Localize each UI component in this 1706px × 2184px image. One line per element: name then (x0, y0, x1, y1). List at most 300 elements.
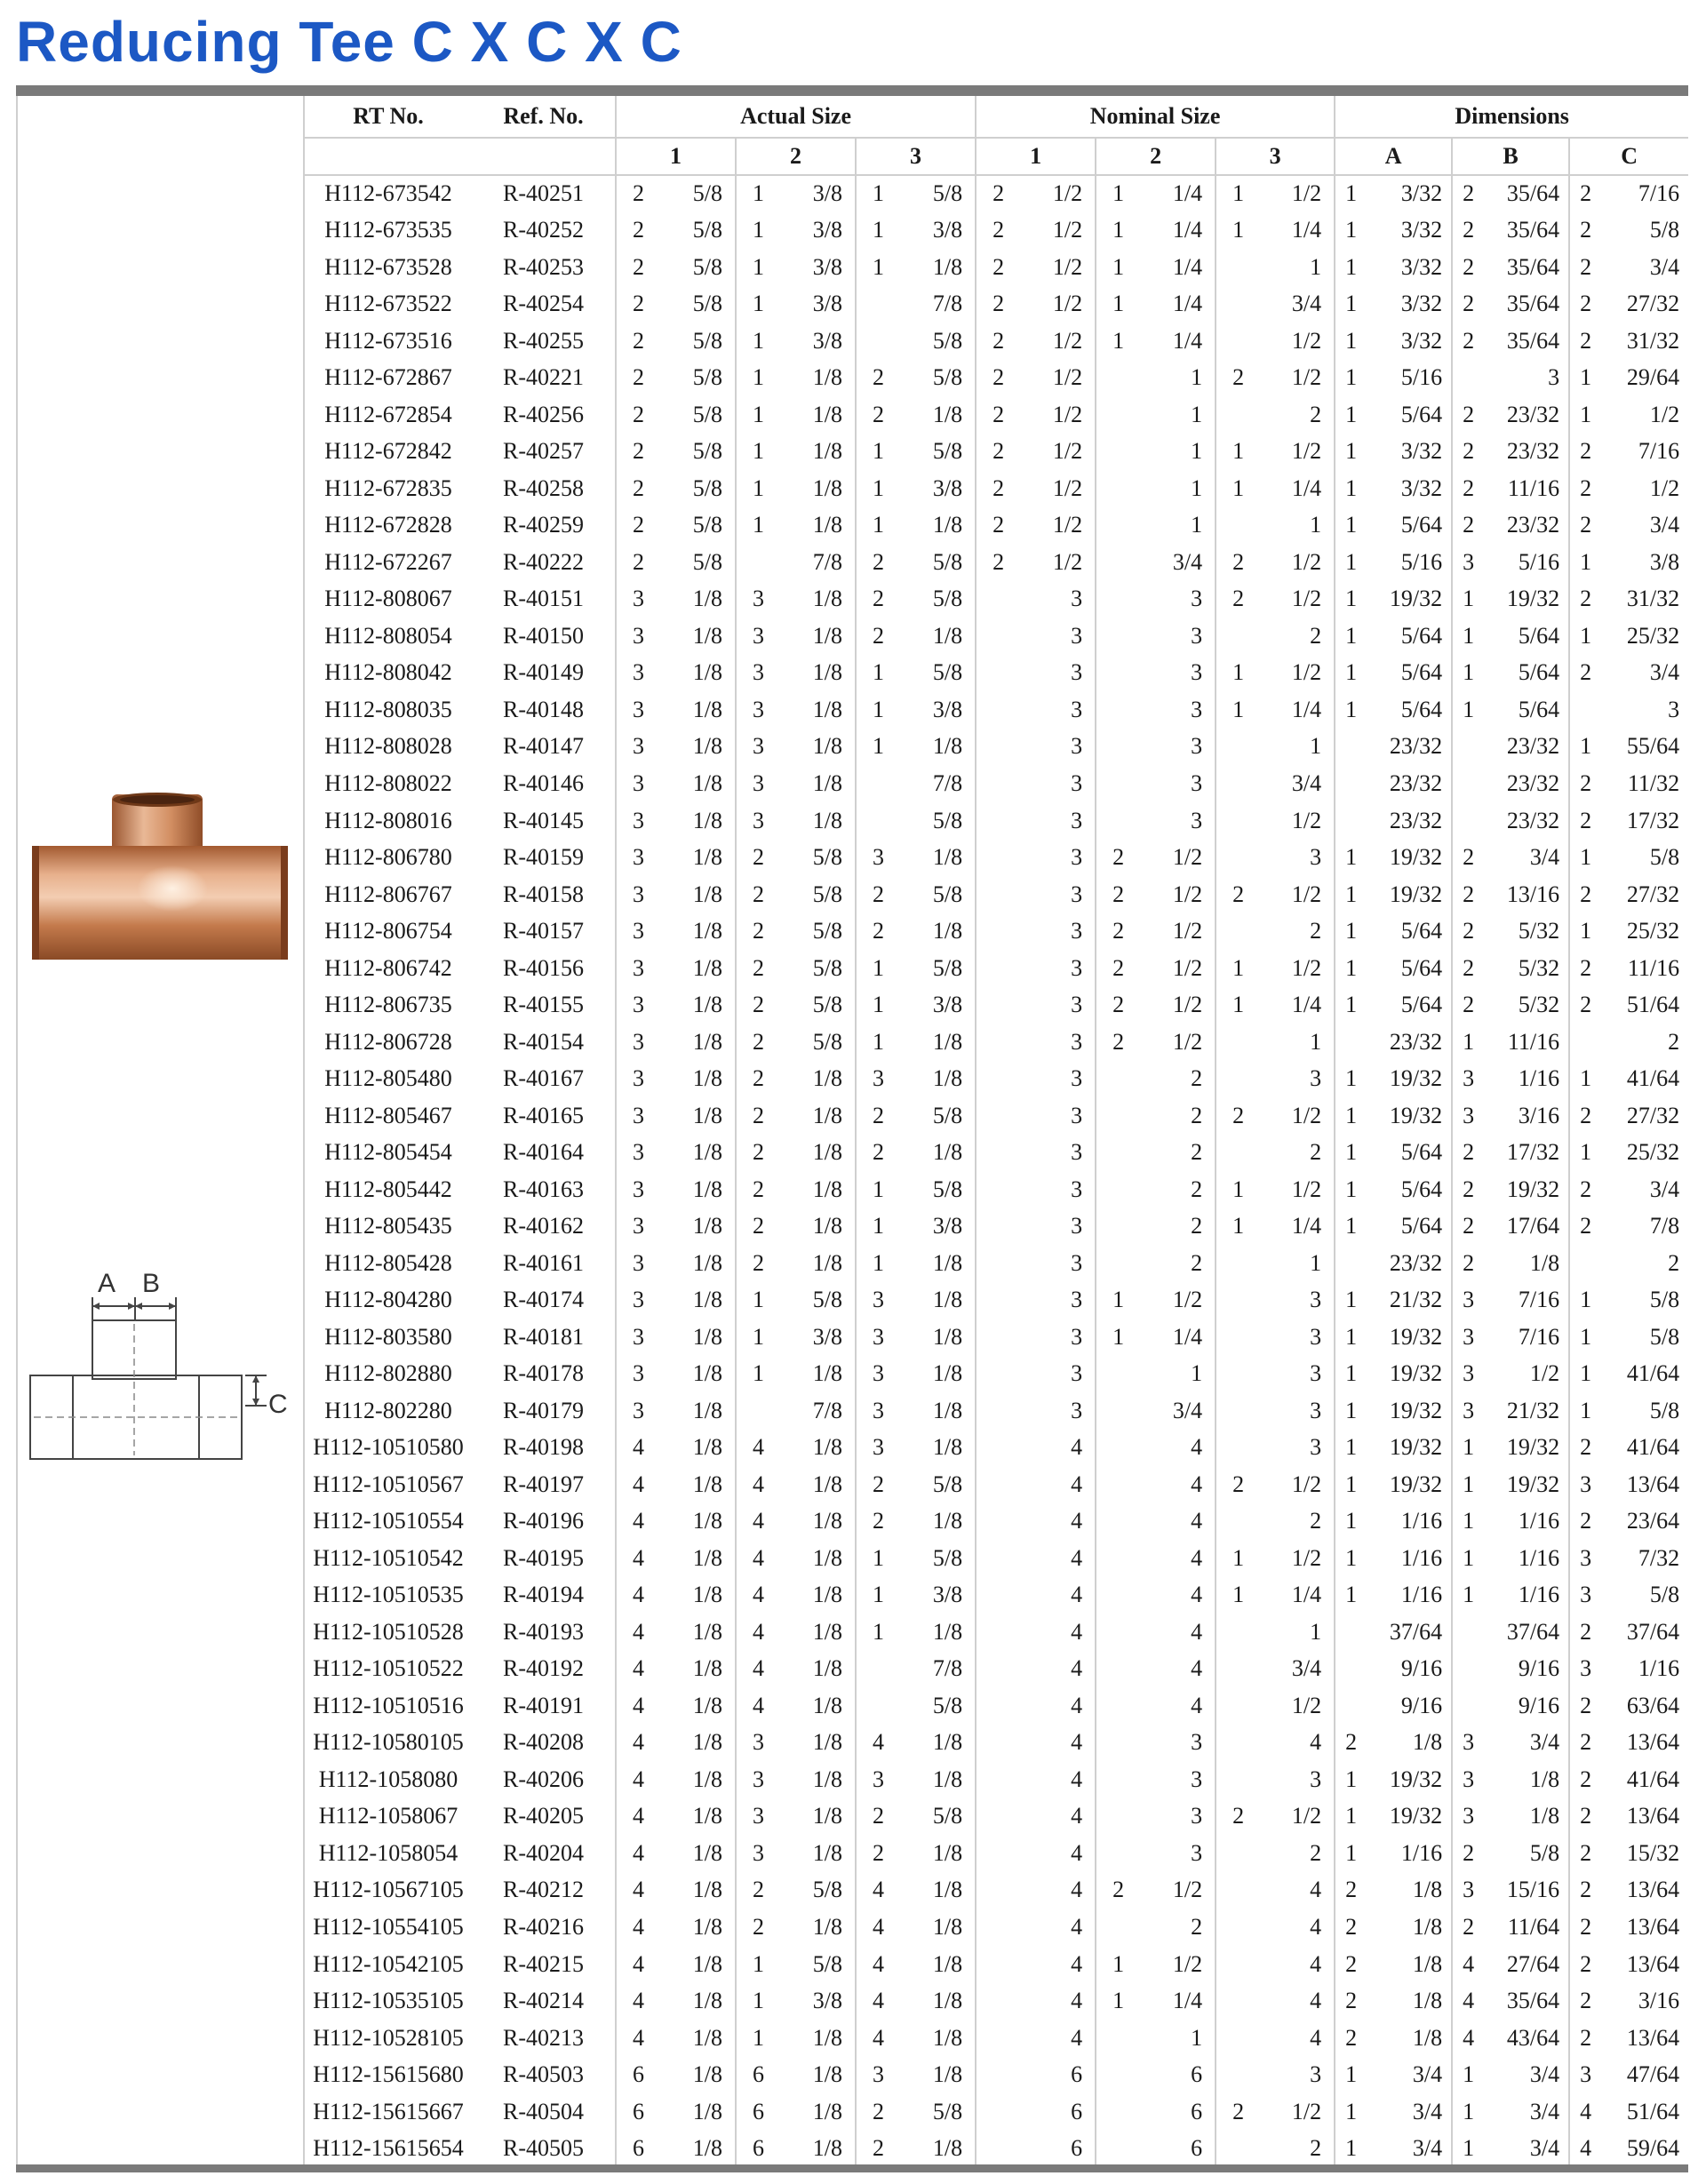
cell-dim-b-whole: 3 (1452, 1060, 1484, 1097)
cell-dim-b-whole: 3 (1452, 1798, 1484, 1836)
cell-actual-1-fraction: 1/8 (692, 1950, 722, 1977)
cell-nominal-3-whole (1216, 1430, 1260, 1467)
cell-dim-c-whole: 2 (1569, 655, 1601, 692)
cell-dim-b-fraction: 17/32 (1506, 1139, 1560, 1166)
cell-dim-b-fraction: 3/16 (1518, 1102, 1560, 1128)
cell-nominal-1-whole: 2 (976, 434, 1020, 471)
cell-actual-1-fraction: 1/8 (692, 696, 722, 722)
cell-dim-b-whole: 2 (1452, 1835, 1484, 1872)
cell-ref-no: R-40162 (503, 1213, 584, 1239)
cell-dim-a-whole: 1 (1335, 2056, 1367, 2093)
cell-dim-a-fraction: 5/64 (1400, 512, 1443, 538)
table-row (305, 802, 1688, 840)
cell-actual-3-whole: 2 (856, 1798, 900, 1836)
cell-actual-2-whole: 4 (736, 1466, 780, 1503)
cell-rt-no: H112-673516 (324, 327, 452, 354)
cell-actual-2-fraction: 1/8 (812, 1102, 842, 1128)
cell-actual-2-fraction: 1/8 (812, 2024, 842, 2051)
cell-nominal-3-fraction: 3 (1310, 1323, 1322, 1350)
table-row (305, 1430, 1688, 1467)
cell-actual-1-whole: 3 (616, 1171, 660, 1208)
cell-ref-no: R-40195 (503, 1544, 584, 1571)
cell-dim-b-fraction: 3/4 (1529, 844, 1560, 871)
cell-dim-c-fraction: 1/16 (1638, 1655, 1680, 1682)
cell-nominal-3-whole (1216, 1761, 1260, 1798)
cell-nominal-2-fraction: 3 (1191, 1729, 1203, 1756)
table-row (305, 1909, 1688, 1946)
cell-nominal-1-whole (976, 986, 1020, 1024)
cell-ref-no: R-40505 (503, 2135, 584, 2162)
illustration-column (16, 96, 305, 2164)
cell-actual-3-whole (856, 323, 900, 360)
cell-nominal-2-whole (1096, 2093, 1140, 2131)
cell-nominal-2-whole: 1 (1096, 249, 1140, 286)
cell-dim-c-fraction: 5/8 (1649, 1582, 1680, 1608)
cell-nominal-3-whole (1216, 1245, 1260, 1282)
cell-dim-c-fraction: 55/64 (1626, 733, 1680, 760)
cell-ref-no: R-40208 (503, 1729, 584, 1756)
cell-nominal-1-fraction: 3 (1071, 659, 1083, 686)
cell-nominal-2-whole (1096, 1577, 1140, 1614)
cell-actual-2-fraction: 1/8 (812, 1618, 842, 1645)
cell-actual-2-whole: 1 (736, 396, 780, 434)
table-row (305, 839, 1688, 876)
cell-dim-c-whole: 1 (1569, 1356, 1601, 1393)
cell-dim-a-fraction: 3/32 (1400, 217, 1443, 243)
cell-actual-2-whole: 1 (736, 1982, 780, 2020)
cell-rt-no: H112-672828 (324, 512, 452, 538)
cell-actual-3-whole: 1 (856, 986, 900, 1024)
cell-dim-c-fraction: 7/16 (1638, 438, 1680, 465)
cell-nominal-1-whole (976, 691, 1020, 729)
cell-dim-a-whole: 1 (1335, 1761, 1367, 1798)
cell-rt-no: H112-806742 (324, 954, 452, 981)
cell-rt-no: H112-803580 (324, 1323, 452, 1350)
cell-dim-a-fraction: 3/4 (1412, 2098, 1443, 2124)
cell-actual-1-whole: 4 (616, 1687, 660, 1725)
cell-actual-3-fraction: 3/8 (932, 217, 963, 243)
cell-actual-2-fraction: 5/8 (812, 954, 842, 981)
cell-actual-3-whole: 2 (856, 1503, 900, 1541)
cell-actual-1-fraction: 1/8 (692, 1139, 722, 1166)
cell-nominal-3-fraction: 4 (1310, 2024, 1322, 2051)
cell-dim-a-fraction: 5/64 (1400, 696, 1443, 722)
cell-dim-a-whole: 2 (1335, 1909, 1367, 1946)
cell-actual-2-whole: 1 (736, 434, 780, 471)
cell-actual-3-whole: 1 (856, 1540, 900, 1577)
cell-actual-1-fraction: 1/8 (692, 807, 722, 833)
cell-nominal-1-whole: 2 (976, 175, 1020, 212)
cell-actual-2-fraction: 7/8 (812, 1397, 842, 1423)
cell-dim-b-fraction: 21/32 (1506, 1397, 1560, 1423)
cell-nominal-2-whole (1096, 360, 1140, 397)
cell-nominal-2-fraction: 1/4 (1172, 180, 1203, 207)
cell-actual-2-whole: 1 (736, 360, 780, 397)
cell-nominal-1-whole (976, 1798, 1020, 1836)
cell-dim-b-fraction: 23/32 (1506, 770, 1560, 796)
cell-nominal-3-whole: 1 (1216, 434, 1260, 471)
cell-actual-2-fraction: 1/8 (812, 1544, 842, 1571)
cell-dim-b-fraction: 7/16 (1518, 1287, 1560, 1313)
cell-dim-a-whole: 1 (1335, 1171, 1367, 1208)
cell-actual-2-fraction: 1/8 (812, 586, 842, 612)
cell-actual-2-fraction: 7/8 (812, 548, 842, 575)
cell-dim-c-fraction: 13/64 (1626, 1471, 1680, 1497)
cell-dim-a-fraction: 3/4 (1412, 2135, 1443, 2162)
cell-dim-c-fraction: 23/64 (1626, 1508, 1680, 1534)
cell-dim-a-whole: 1 (1335, 1134, 1367, 1171)
cell-nominal-2-whole: 1 (1096, 1946, 1140, 1983)
cell-actual-2-whole: 4 (736, 1503, 780, 1541)
table-row (305, 396, 1688, 434)
header-actual-size: Actual Size (616, 96, 976, 138)
cell-actual-1-whole: 3 (616, 1245, 660, 1282)
cell-nominal-1-whole (976, 1982, 1020, 2020)
cell-ref-no: R-40167 (503, 1065, 584, 1092)
cell-nominal-1-fraction: 4 (1071, 1803, 1083, 1829)
cell-actual-2-fraction: 3/8 (812, 253, 842, 280)
cell-dim-a-whole (1335, 1687, 1367, 1725)
cell-nominal-2-fraction: 3 (1191, 807, 1203, 833)
cell-nominal-1-fraction: 4 (1071, 1471, 1083, 1497)
cell-actual-3-fraction: 7/8 (932, 291, 963, 317)
table-row (305, 360, 1688, 397)
cell-dim-c-whole: 2 (1569, 1798, 1601, 1836)
cell-nominal-1-fraction: 3 (1071, 1287, 1083, 1313)
cell-ref-no: R-40214 (503, 1988, 584, 2014)
cell-nominal-1-whole (976, 876, 1020, 913)
cell-dim-c-whole: 2 (1569, 1761, 1601, 1798)
cell-rt-no: H112-10510580 (313, 1434, 464, 1461)
cell-actual-1-fraction: 1/8 (692, 992, 722, 1018)
cell-dim-a-whole: 1 (1335, 1097, 1367, 1135)
cell-actual-1-fraction: 5/8 (692, 291, 722, 317)
cell-actual-1-whole: 3 (616, 1392, 660, 1430)
cell-actual-1-fraction: 1/8 (692, 1582, 722, 1608)
cell-nominal-1-fraction: 4 (1071, 1508, 1083, 1534)
cell-actual-1-whole: 4 (616, 1651, 660, 1688)
cell-dim-c-fraction: 2 (1668, 1028, 1680, 1055)
cell-nominal-3-fraction: 1/4 (1291, 992, 1322, 1018)
cell-rt-no: H112-10510528 (313, 1618, 464, 1645)
table-row (305, 691, 1688, 729)
cell-nominal-2-whole (1096, 1835, 1140, 1872)
cell-nominal-3-whole (1216, 1982, 1260, 2020)
cell-dim-b-whole: 4 (1452, 1982, 1484, 2020)
cell-dim-a-fraction: 5/64 (1400, 1139, 1443, 1166)
cell-actual-2-whole: 3 (736, 1761, 780, 1798)
cell-nominal-2-fraction: 1/2 (1172, 1877, 1203, 1903)
cell-dim-a-whole: 1 (1335, 507, 1367, 545)
cell-dim-a-fraction: 5/64 (1400, 992, 1443, 1018)
cell-actual-1-fraction: 1/8 (692, 1508, 722, 1534)
cell-nominal-1-fraction: 6 (1071, 2061, 1083, 2088)
cell-actual-1-fraction: 1/8 (692, 1988, 722, 2014)
cell-dim-a-fraction: 5/16 (1400, 364, 1443, 391)
table-row (305, 249, 1688, 286)
cell-actual-2-fraction: 5/8 (812, 844, 842, 871)
cell-actual-1-fraction: 1/8 (692, 2135, 722, 2162)
cell-nominal-2-fraction: 2 (1191, 1176, 1203, 1202)
cell-dim-b-whole: 1 (1452, 581, 1484, 618)
cell-nominal-1-whole (976, 2020, 1020, 2057)
cell-actual-2-whole: 6 (736, 2056, 780, 2093)
cell-dim-c-whole: 1 (1569, 1319, 1601, 1356)
cell-dim-a-whole (1335, 765, 1367, 802)
cell-nominal-2-whole (1096, 1245, 1140, 1282)
cell-nominal-3-whole (1216, 1134, 1260, 1171)
cell-rt-no: H112-808022 (324, 770, 452, 796)
cell-actual-3-whole: 1 (856, 175, 900, 212)
cell-actual-2-fraction: 1/8 (812, 512, 842, 538)
cell-actual-1-whole: 2 (616, 323, 660, 360)
cell-dim-b-fraction: 11/64 (1507, 1913, 1560, 1940)
cell-nominal-2-fraction: 1/2 (1172, 844, 1203, 871)
cell-nominal-2-fraction: 1/4 (1172, 1323, 1203, 1350)
cell-nominal-2-whole (1096, 2056, 1140, 2093)
cell-actual-2-fraction: 1/8 (812, 1839, 842, 1866)
cell-rt-no: H112-806780 (324, 844, 452, 871)
cell-dim-a-fraction: 19/32 (1389, 881, 1443, 907)
cell-actual-3-fraction: 1/8 (932, 1065, 963, 1092)
cell-nominal-3-fraction: 1/2 (1291, 807, 1322, 833)
cell-actual-2-fraction: 1/8 (812, 2098, 842, 2124)
cell-nominal-2-fraction: 2 (1191, 1213, 1203, 1239)
cell-dim-b-fraction: 5/32 (1518, 954, 1560, 981)
cell-nominal-1-whole (976, 729, 1020, 766)
cell-dim-b-whole: 2 (1452, 175, 1484, 212)
cell-actual-1-fraction: 1/8 (692, 1028, 722, 1055)
cell-dim-b-fraction: 37/64 (1506, 1618, 1560, 1645)
cell-dim-a-fraction: 1/16 (1400, 1839, 1443, 1866)
cell-nominal-2-whole (1096, 765, 1140, 802)
cell-dim-a-whole: 2 (1335, 1946, 1367, 1983)
cell-nominal-3-fraction: 1/2 (1291, 954, 1322, 981)
cell-actual-3-whole: 2 (856, 2093, 900, 2131)
cell-nominal-2-fraction: 4 (1191, 1508, 1203, 1534)
cell-nominal-1-fraction: 1/2 (1052, 401, 1083, 427)
cell-actual-1-fraction: 1/8 (692, 1803, 722, 1829)
cell-actual-2-whole: 4 (736, 1651, 780, 1688)
cell-nominal-3-fraction: 3 (1310, 2061, 1322, 2088)
cell-dim-a-whole: 1 (1335, 1281, 1367, 1319)
cell-actual-2-fraction: 1/8 (812, 1803, 842, 1829)
cell-nominal-2-whole (1096, 1060, 1140, 1097)
header-nominal-size: Nominal Size (976, 96, 1335, 138)
cell-dim-a-whole (1335, 1614, 1367, 1651)
cell-dim-a-whole: 1 (1335, 360, 1367, 397)
cell-actual-1-whole: 4 (616, 1503, 660, 1541)
cell-nominal-1-whole (976, 1430, 1020, 1467)
cell-actual-3-fraction: 7/8 (932, 1655, 963, 1682)
cell-nominal-1-whole (976, 1761, 1020, 1798)
cell-actual-2-fraction: 1/8 (812, 401, 842, 427)
table-row (305, 876, 1688, 913)
table-row (305, 1060, 1688, 1097)
cell-actual-2-whole: 2 (736, 1134, 780, 1171)
cell-nominal-3-whole (1216, 286, 1260, 323)
cell-actual-2-whole: 3 (736, 655, 780, 692)
cell-actual-2-fraction: 1/8 (812, 1692, 842, 1718)
cell-actual-3-whole: 2 (856, 360, 900, 397)
cell-dim-c-whole: 1 (1569, 360, 1601, 397)
cell-actual-3-fraction: 5/8 (932, 1692, 963, 1718)
cell-nominal-1-whole (976, 1577, 1020, 1614)
cell-actual-2-whole: 3 (736, 581, 780, 618)
cell-actual-2-whole (736, 1392, 780, 1430)
cell-actual-1-whole: 6 (616, 2093, 660, 2131)
cell-nominal-1-fraction: 3 (1071, 1102, 1083, 1128)
cell-dim-a-whole: 1 (1335, 1392, 1367, 1430)
cell-actual-1-whole: 3 (616, 1208, 660, 1245)
cell-dim-c-whole (1569, 1245, 1601, 1282)
cell-nominal-3-whole (1216, 802, 1260, 840)
cell-actual-1-fraction: 1/8 (692, 659, 722, 686)
cell-actual-2-whole: 2 (736, 876, 780, 913)
cell-dim-b-whole: 3 (1452, 1872, 1484, 1909)
cell-dim-a-whole: 1 (1335, 950, 1367, 987)
cell-dim-b-fraction: 1/8 (1529, 1803, 1560, 1829)
cell-ref-no: R-40197 (503, 1471, 584, 1497)
cell-nominal-3-fraction: 1/2 (1291, 1102, 1322, 1128)
cell-dim-a-whole: 2 (1335, 2020, 1367, 2057)
cell-actual-3-whole: 2 (856, 544, 900, 581)
cell-dim-b-whole: 2 (1452, 396, 1484, 434)
cell-nominal-3-fraction: 2 (1310, 401, 1322, 427)
cell-dim-a-whole: 1 (1335, 1208, 1367, 1245)
cell-actual-3-fraction: 1/8 (932, 1913, 963, 1940)
cell-actual-1-fraction: 1/8 (692, 1397, 722, 1423)
cell-nominal-2-whole (1096, 507, 1140, 545)
cell-dim-c-fraction: 31/32 (1626, 327, 1680, 354)
cell-nominal-3-whole: 1 (1216, 1208, 1260, 1245)
cell-actual-2-whole: 3 (736, 1725, 780, 1762)
cell-nominal-1-fraction: 1/2 (1052, 438, 1083, 465)
cell-nominal-2-whole (1096, 1798, 1140, 1836)
cell-nominal-1-fraction: 4 (1071, 1839, 1083, 1866)
cell-dim-a-whole: 1 (1335, 2093, 1367, 2131)
cell-dim-a-fraction: 1/16 (1400, 1508, 1443, 1534)
cell-dim-b-fraction: 35/64 (1506, 253, 1560, 280)
cell-nominal-1-whole (976, 581, 1020, 618)
cell-nominal-2-fraction: 3 (1191, 1839, 1203, 1866)
cell-ref-no: R-40206 (503, 1766, 584, 1792)
cell-nominal-3-whole (1216, 1651, 1260, 1688)
cell-dim-a-fraction: 23/32 (1389, 1028, 1443, 1055)
cell-dim-c-whole: 4 (1569, 2130, 1601, 2167)
cell-actual-1-fraction: 1/8 (692, 1913, 722, 1940)
cell-ref-no: R-40222 (503, 548, 584, 575)
cell-nominal-2-whole (1096, 1430, 1140, 1467)
cell-actual-3-fraction: 1/8 (932, 1360, 963, 1387)
cell-actual-2-fraction: 3/8 (812, 291, 842, 317)
cell-nominal-2-fraction: 1/4 (1172, 291, 1203, 317)
cell-nominal-3-fraction: 4 (1310, 1988, 1322, 2014)
cell-actual-2-whole: 2 (736, 913, 780, 950)
cell-nominal-3-whole (1216, 1835, 1260, 1872)
cell-dim-c-whole: 2 (1569, 1725, 1601, 1762)
cell-actual-3-fraction: 3/8 (932, 1582, 963, 1608)
cell-rt-no: H112-10580105 (313, 1729, 464, 1756)
table-row (305, 1982, 1688, 2020)
cell-nominal-2-fraction: 2 (1191, 1065, 1203, 1092)
cell-dim-c-whole: 2 (1569, 470, 1601, 507)
cell-actual-1-whole: 4 (616, 1872, 660, 1909)
cell-dim-b-whole: 3 (1452, 544, 1484, 581)
cell-dim-c-fraction: 25/32 (1626, 622, 1680, 649)
cell-actual-2-fraction: 3/8 (812, 180, 842, 207)
cell-dim-a-whole: 1 (1335, 212, 1367, 250)
cell-dim-a-fraction: 3/32 (1400, 291, 1443, 317)
cell-dim-c-whole: 2 (1569, 765, 1601, 802)
cell-actual-2-fraction: 1/8 (812, 1139, 842, 1166)
cell-nominal-1-fraction: 3 (1071, 807, 1083, 833)
cell-nominal-1-whole (976, 1540, 1020, 1577)
table-row (305, 1245, 1688, 1282)
cell-nominal-1-fraction: 3 (1071, 1176, 1083, 1202)
cell-dim-a-whole: 1 (1335, 1466, 1367, 1503)
cell-nominal-1-whole (976, 1245, 1020, 1282)
cell-dim-c-fraction: 41/64 (1626, 1434, 1680, 1461)
cell-actual-3-fraction: 1/8 (932, 1766, 963, 1792)
cell-actual-2-whole: 2 (736, 950, 780, 987)
cell-nominal-2-whole: 1 (1096, 323, 1140, 360)
dimension-label-a: A (98, 1269, 116, 1298)
cell-nominal-1-fraction: 1/2 (1052, 253, 1083, 280)
cell-dim-a-fraction: 19/32 (1389, 1397, 1443, 1423)
cell-ref-no: R-40157 (503, 918, 584, 945)
cell-nominal-2-fraction: 3 (1191, 770, 1203, 796)
cell-nominal-2-whole (1096, 1651, 1140, 1688)
cell-nominal-3-whole (1216, 2130, 1260, 2167)
cell-dim-c-whole: 2 (1569, 175, 1601, 212)
cell-nominal-2-fraction: 1 (1191, 2024, 1203, 2051)
cell-dim-b-fraction: 9/16 (1518, 1692, 1560, 1718)
table-row (305, 1761, 1688, 1798)
cell-nominal-2-fraction: 3/4 (1172, 1397, 1203, 1423)
cell-ref-no: R-40192 (503, 1655, 584, 1682)
table-row (305, 729, 1688, 766)
cell-nominal-2-fraction: 4 (1191, 1618, 1203, 1645)
cell-nominal-1-fraction: 1/2 (1052, 217, 1083, 243)
cell-rt-no: H112-672842 (324, 438, 452, 465)
cell-ref-no: R-40194 (503, 1582, 584, 1608)
cell-nominal-2-whole (1096, 1503, 1140, 1541)
cell-actual-2-whole: 3 (736, 729, 780, 766)
cell-nominal-2-whole: 2 (1096, 913, 1140, 950)
cell-actual-3-fraction: 1/8 (932, 1028, 963, 1055)
cell-actual-2-fraction: 1/8 (812, 1582, 842, 1608)
cell-nominal-1-whole (976, 765, 1020, 802)
cell-nominal-3-whole: 1 (1216, 986, 1260, 1024)
cell-actual-1-whole: 3 (616, 876, 660, 913)
cell-rt-no: H112-10510542 (313, 1544, 464, 1571)
cell-dim-c-whole: 2 (1569, 1872, 1601, 1909)
cell-actual-2-fraction: 1/8 (812, 1766, 842, 1792)
cell-actual-1-whole: 3 (616, 950, 660, 987)
cell-actual-3-fraction: 1/8 (932, 1434, 963, 1461)
cell-dim-c-fraction: 41/64 (1626, 1766, 1680, 1792)
cell-dim-c-fraction: 5/8 (1649, 1323, 1680, 1350)
cell-nominal-2-fraction: 3 (1191, 622, 1203, 649)
cell-actual-1-fraction: 1/8 (692, 1213, 722, 1239)
cell-ref-no: R-40504 (503, 2098, 584, 2124)
cell-dim-c-fraction: 25/32 (1626, 918, 1680, 945)
cell-nominal-2-fraction: 3 (1191, 1803, 1203, 1829)
cell-nominal-1-whole (976, 1281, 1020, 1319)
cell-actual-1-whole: 4 (616, 1798, 660, 1836)
cell-nominal-3-whole (1216, 507, 1260, 545)
